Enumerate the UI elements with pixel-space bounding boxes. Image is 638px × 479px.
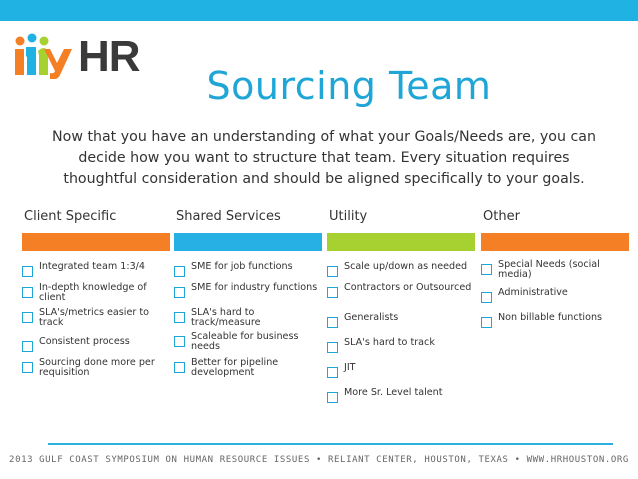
checklist-item[interactable] [327,313,477,328]
checklist-item[interactable] [174,358,324,378]
top-bar [0,0,638,21]
checkbox-icon[interactable] [22,341,33,352]
checklist-item[interactable] [327,338,477,353]
checklist-item[interactable] [327,363,477,378]
checkbox-icon[interactable] [174,287,185,298]
checkbox-icon[interactable] [22,287,33,298]
checkbox-icon[interactable] [174,312,185,323]
item-label: Generalists [344,312,399,323]
item-label: Integrated team 1:3/4 [39,261,146,272]
checkbox-icon[interactable] [174,266,185,277]
checklist-item[interactable] [22,358,172,378]
item-label: SME for industry functions [191,282,318,293]
checkbox-icon[interactable] [481,317,492,328]
column-heading: Client Specific [24,209,117,224]
item-label: SLA's hard to track/measure [191,307,261,328]
item-label: Non billable functions [498,312,603,323]
item-label: Better for pipeline development [191,357,279,378]
item-label: SLA's hard to track [344,337,435,348]
checklist-item[interactable] [22,337,172,352]
item-label: More Sr. Level talent [344,387,443,398]
checkbox-icon[interactable] [174,336,185,347]
column-shared-services [174,207,322,251]
intro-line: decide how you want to structure that team. Every situation requires [78,150,570,166]
column-color-bar [22,233,170,251]
intro-line: Now that you have an understanding of what your Goals/Needs are, you can [52,129,596,145]
checklist-item[interactable] [174,308,324,328]
checklist-item[interactable] [481,313,631,328]
checklist-item[interactable] [174,262,324,277]
checklist-item[interactable] [481,260,631,280]
checkbox-icon[interactable] [327,342,338,353]
intro-line: thoughtful consideration and should be aligned specifically to your goals. [63,171,585,187]
intro-paragraph [40,127,608,190]
column-color-bar [481,233,629,251]
item-label: Consistent process [39,336,130,347]
checklist-item[interactable] [327,388,477,403]
checkbox-icon[interactable] [327,266,338,277]
checkbox-icon[interactable] [22,362,33,373]
footer-divider [48,443,613,445]
logo-hr-text: HR [78,32,140,81]
column-utility [327,207,475,251]
checkbox-icon[interactable] [481,292,492,303]
column-color-bar [174,233,322,251]
column-client-specific [22,207,170,251]
checklist-item[interactable] [22,283,172,303]
item-label: Contractors or Outsourced [344,282,472,293]
checklist-item[interactable] [327,283,477,298]
footer-text: 2013 GULF COAST SYMPOSIUM ON HUMAN RESOURCE ISSUES • RELIANT CENTER, HOUSTON, TEXAS • WWW.HRHOUSTON.ORG [9,455,629,465]
column-heading: Utility [329,209,368,224]
checklist-item[interactable] [174,283,324,298]
checklist-item[interactable] [174,332,324,352]
item-label: Scaleable for business needs [191,331,299,352]
column-color-bar [327,233,475,251]
checkbox-icon[interactable] [174,362,185,373]
checkbox-icon[interactable] [327,367,338,378]
item-label: SME for job functions [191,261,293,272]
item-label: Special Needs (social media) [498,259,600,280]
item-label: Administrative [498,287,568,298]
item-label: SLA's/metrics easier to track [39,307,150,328]
checklist-item[interactable] [481,288,631,303]
item-label: In-depth knowledge of client [39,282,147,303]
checkbox-icon[interactable] [327,317,338,328]
item-label: Scale up/down as needed [344,261,468,272]
item-label: Sourcing done more per requisition [39,357,155,378]
checkbox-icon[interactable] [22,266,33,277]
column-other [481,207,629,251]
item-label: JIT [344,362,356,373]
checklist-item[interactable] [22,308,172,328]
checklist-item[interactable] [327,262,477,277]
checkbox-icon[interactable] [22,312,33,323]
checklist-item[interactable] [22,262,172,277]
page-title: Sourcing Team [206,64,492,108]
column-heading: Other [483,209,520,224]
column-heading: Shared Services [176,209,281,224]
checkbox-icon[interactable] [327,392,338,403]
checkbox-icon[interactable] [327,287,338,298]
checkbox-icon[interactable] [481,264,492,275]
